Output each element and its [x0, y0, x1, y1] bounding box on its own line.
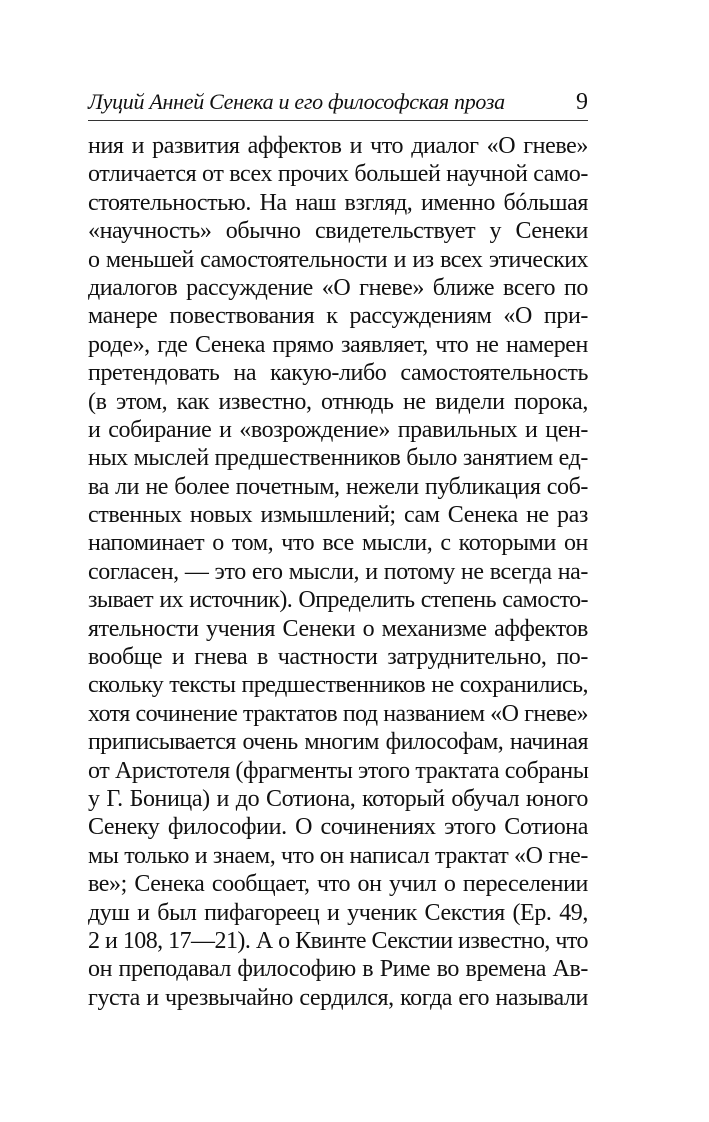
- page-number: 9: [576, 89, 588, 115]
- text-line: зывает их источник). Определить степень самосто-: [88, 587, 588, 614]
- text-line: хотя сочинение трактатов под названием «О гневе»: [88, 700, 588, 727]
- text-line: густа и чрезвычайно сердился, когда его называли: [88, 984, 588, 1011]
- text-line: манере повествования к рассуждениям «О при-: [88, 303, 588, 330]
- text-line: ния и развития аффектов и что диалог «О гневе»: [88, 133, 588, 159]
- text-line: от Аристотеля (фрагменты этого трактата собраны: [88, 757, 589, 784]
- header-rule: [88, 120, 588, 121]
- text-line: душ и был пифагореец и ученик Секстия (Ер. 49,: [88, 899, 588, 926]
- text-line: и собирание и «возрождение» правильных и цен-: [88, 416, 588, 443]
- running-head: [88, 88, 588, 120]
- text-line: ве»; Сенека сообщает, что он учил о переселении: [88, 871, 588, 898]
- text-line: роде», где Сенека прямо заявляет, что не намерен: [88, 331, 588, 358]
- text-line: у Г. Боница) и до Сотиона, который обучал юного: [88, 785, 588, 812]
- text-line: о меньшей самостоятельности и из всех этических: [88, 246, 588, 273]
- text-line: стоятельностью. На наш взгляд, именно бóльшая: [88, 189, 588, 216]
- text-line: диалогов рассуждение «О гневе» ближе всего по: [88, 274, 588, 301]
- text-line: претендовать на какую-либо самостоятельность: [88, 360, 588, 387]
- text-line: вообще и гнева в частности затруднительно, по-: [88, 644, 588, 671]
- text-line: приписывается очень многим философам, начиная: [88, 729, 588, 756]
- text-line: 2 и 108, 17—21). А о Квинте Секстии известно, что: [88, 927, 588, 954]
- text-line: «научность» обычно свидетельствует у Сенеки: [88, 218, 588, 245]
- text-line: ятельности учения Сенеки о механизме аффектов: [88, 615, 588, 642]
- text-line: скольку тексты предшественников не сохранились,: [88, 672, 588, 699]
- text-line: мы только и знаем, что он написал трактат «О гне-: [88, 842, 588, 869]
- text-line: он преподавал философию в Риме во времена Ав-: [88, 956, 588, 983]
- text-line: ных мыслей предшественников было занятием ед-: [88, 445, 588, 472]
- text-line: (в этом, как известно, отнюдь не видели порока,: [88, 388, 588, 415]
- text-line: ственных новых измышлений; сам Сенека не раз: [88, 502, 588, 529]
- text-line: ва ли не более почетным, нежели публикация соб-: [88, 473, 588, 500]
- body-text: [88, 132, 588, 1012]
- text-line: напоминает о том, что все мысли, с которыми он: [88, 530, 588, 557]
- text-line: отличается от всех прочих большей научной само-: [88, 161, 588, 188]
- text-line: Сенеку философии. О сочинениях этого Сотиона: [88, 814, 588, 841]
- running-title: Луций Анней Сенека и его философская проза: [88, 89, 505, 114]
- text-line: согласен, — это его мысли, и потому не всегда на-: [88, 558, 588, 585]
